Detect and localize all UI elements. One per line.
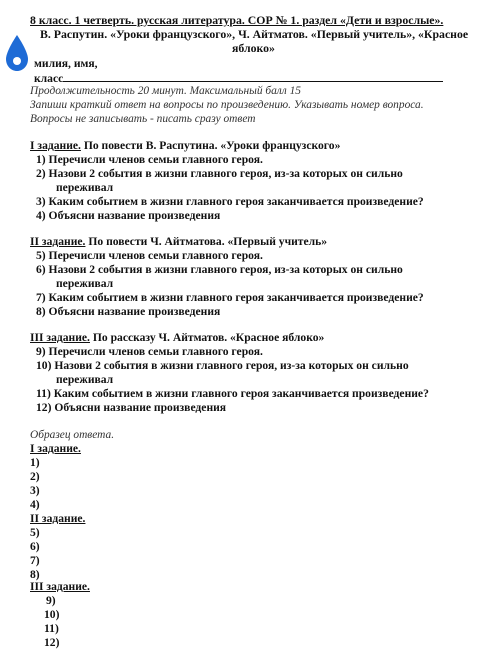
task-2-title: По повести Ч. Айтматова. «Первый учитель»: [85, 235, 328, 248]
task-3-heading: [30, 331, 324, 345]
sample-answer-6: 6): [30, 540, 40, 553]
question-2-cont: переживал: [56, 181, 114, 194]
header-line-1: 8 класс. 1 четверть. русская литература. СОР № 1. раздел «Дети и взрослые».: [30, 13, 444, 27]
question-1: 1) Перечисли членов семьи главного героя.: [36, 153, 263, 166]
instruction-line-1: Запиши краткий ответ на вопросы по произведению. Указывать номер вопроса.: [30, 99, 424, 111]
task-2-heading: [30, 235, 327, 249]
sample-answer-10: 10): [44, 608, 60, 621]
sample-answer-9: 9): [46, 594, 56, 607]
student-name-label: милия, имя,: [34, 57, 98, 70]
question-7: 7) Каким событием в жизни главного героя заканчивается произведение?: [36, 291, 424, 304]
sample-answer-3: 3): [30, 484, 40, 497]
sample-answer-2: 2): [30, 470, 40, 483]
task-2-label: II задание.: [30, 235, 86, 248]
duration-note: Продолжительность 20 минут. Максимальный балл 15: [30, 85, 301, 97]
sample-answer-7: 7): [30, 554, 40, 567]
question-5: 5) Перечисли членов семьи главного героя.: [36, 249, 263, 262]
question-11: 11) Каким событием в жизни главного героя заканчивается произведение?: [36, 387, 429, 400]
task-1-heading: [30, 139, 340, 153]
sample-answer-1: 1): [30, 456, 40, 469]
sample-answer-4: 4): [30, 498, 40, 511]
sample-task-2-label: II задание.: [30, 512, 86, 525]
sample-answer-8: 8): [30, 568, 40, 581]
question-10-cont: переживал: [56, 373, 114, 386]
question-8: 8) Объясни название произведения: [36, 305, 221, 318]
question-3: 3) Каким событием в жизни главного героя заканчивается произведение?: [36, 195, 424, 208]
sample-answer-11: 11): [44, 622, 59, 635]
student-class-label: класс: [34, 72, 64, 85]
task-3-label: III задание.: [30, 331, 90, 344]
sample-title: Образец ответа.: [30, 429, 115, 441]
question-4: 4) Объясни название произведения: [36, 209, 221, 222]
header-line-2: В. Распутин. «Уроки французского», Ч. Айтматов. «Первый учитель», «Красное: [40, 27, 469, 41]
question-2: 2) Назови 2 события в жизни главного героя, из-за которых он сильно: [36, 167, 403, 180]
question-10: 10) Назови 2 события в жизни главного героя, из-за которых он сильно: [36, 359, 409, 372]
task-1-title: По повести В. Распутина. «Уроки французского»: [80, 139, 341, 152]
class-fill-line[interactable]: [63, 71, 443, 82]
sample-task-3-label: III задание.: [30, 580, 90, 593]
task-1-label: I задание.: [30, 139, 81, 152]
sample-answer-5: 5): [30, 526, 40, 539]
instruction-line-2: Вопросы не записывать - писать сразу ответ: [30, 113, 256, 125]
task-3-title: По рассказу Ч. Айтматов. «Красное яблоко»: [89, 331, 325, 344]
header-line-3: яблоко»: [232, 41, 275, 55]
sample-answer-12: 12): [44, 636, 60, 649]
question-6-cont: переживал: [56, 277, 114, 290]
sample-task-1-label: I задание.: [30, 442, 81, 455]
question-12: 12) Объясни название произведения: [36, 401, 227, 414]
water-drop-icon: [4, 34, 30, 72]
question-9: 9) Перечисли членов семьи главного героя.: [36, 345, 263, 358]
question-6: 6) Назови 2 события в жизни главного героя, из-за которых он сильно: [36, 263, 403, 276]
